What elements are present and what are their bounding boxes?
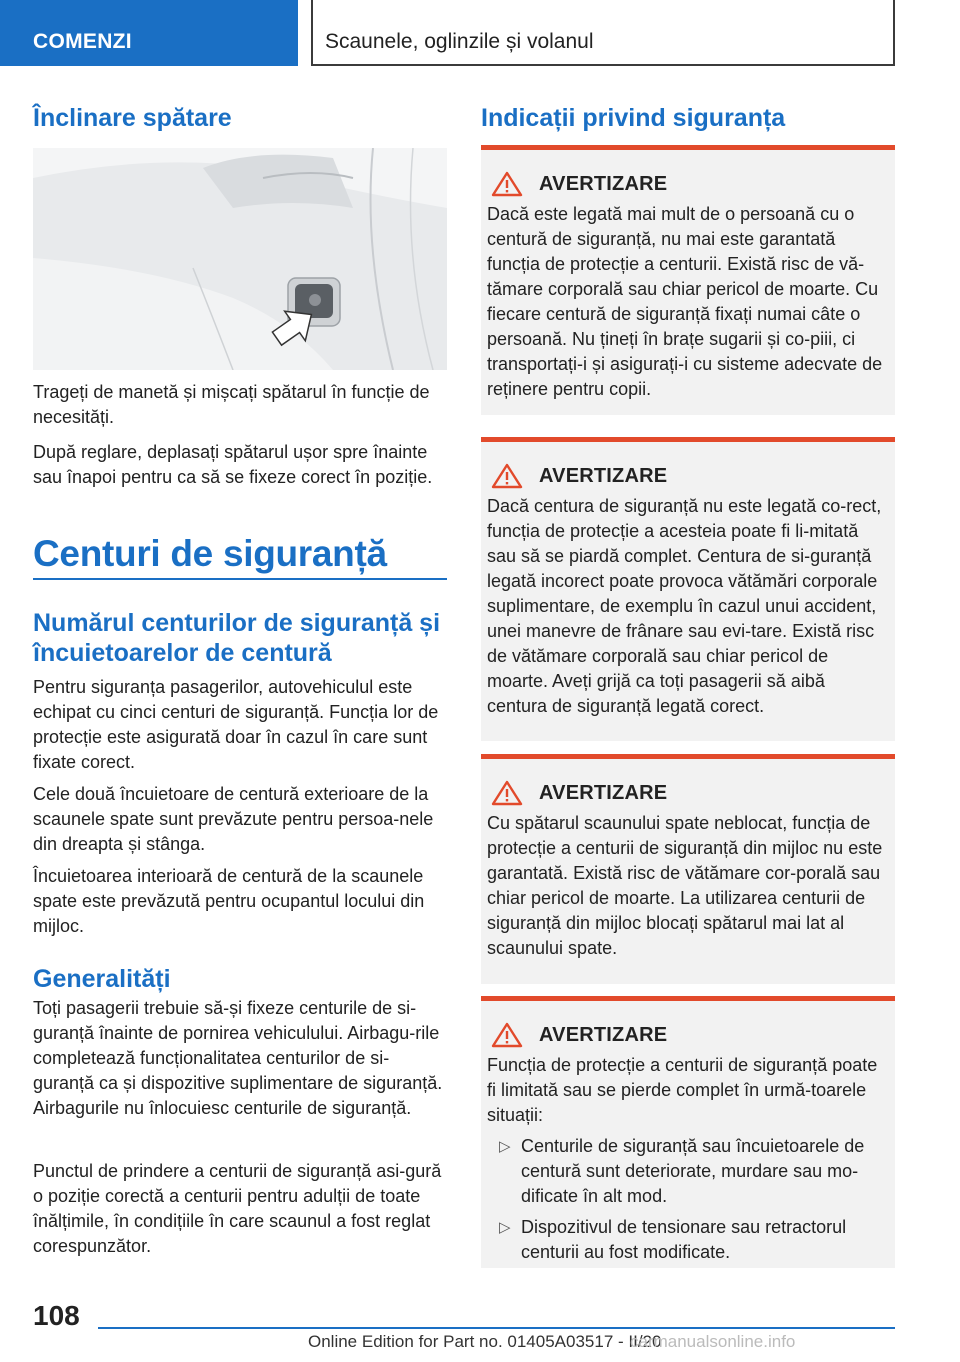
warning-text: Dacă centura de siguranță nu este legată co-rect, funcția de protecție a acesteia poate fi li-mitată sau să se piardă complet. Centura de si-guranță legată incorect poate provoca vătămări corporale suplimentare, de exemplu în cazul unui accident, unei manevre de frânare sau evi-tare. Există risc de vătămare corporală sau chiar pericol de moarte. Aveți grijă ca toți pasagerii să aibă centura de siguranță legată corect. [487, 496, 882, 716]
backrest-lever-image [33, 148, 447, 370]
belt-count-heading: Numărul centurilor de siguranță și încuietoarelor de centură [33, 609, 441, 667]
warning-text: Cu spătarul scaunului spate neblocat, funcția de protecție a centurii de siguranță din mijloc nu este garantată. Există risc de vătămare cor-porală sau chiar pericol de moarte. La utilizarea centurii de siguranță din mijloc blocați spătarul mai lat al scaunului spate. [487, 813, 883, 958]
warning-triangle-icon [491, 1022, 523, 1048]
belt-count-paragraph-2: Cele două încuietoare de centură exterioare de la scaunele spate sunt prevăzute pentru persoa-nele din dreapta și stânga. [33, 784, 434, 854]
list-item-text: Dispozitivul de tensionare sau retractorul centurii au fost modificate. [521, 1217, 847, 1262]
bullet-triangle-icon: ▷ [499, 1138, 511, 1155]
incline-paragraph-2: După reglare, deplasați spătarul ușor spre înainte sau înapoi pentru ca să se fixeze corect în poziție. [33, 442, 433, 487]
general-heading: Generalități [33, 965, 171, 993]
warning-triangle-icon [491, 780, 523, 806]
chapter-title: Scaunele, oglinzile și volanul [325, 30, 594, 53]
header-divider [893, 0, 895, 66]
safety-heading: Indicații privind siguranța [481, 104, 786, 132]
header-divider [311, 0, 313, 66]
heading-rule [33, 578, 447, 580]
list-item [487, 1134, 887, 1209]
general-paragraph-2: Punctul de prindere a centurii de siguranță asi-gură o poziție corectă a centurii pentru adulții de toate înălțimile, în condițiile în care scaunul a fost reglat corespunzător. [33, 1161, 442, 1256]
incline-paragraph-1: Trageți de manetă și mișcați spătarul în funcție de necesități. [33, 382, 430, 427]
warning-box [481, 754, 895, 984]
warning-triangle-icon [491, 171, 523, 197]
page-number: 108 [33, 1300, 80, 1331]
footer-rule [98, 1327, 895, 1329]
warning-title: AVERTIZARE [539, 172, 668, 195]
warning-title: AVERTIZARE [539, 1023, 668, 1046]
belt-count-paragraph-3: Încuietoarea interioară de centură de la scaunele spate este prevăzută pentru ocupantul locului din mijloc. [33, 866, 425, 936]
belts-heading: Centuri de siguranță [33, 533, 387, 574]
belt-count-paragraph-1: Pentru siguranța pasagerilor, autovehiculul este echipat cu cinci centuri de siguranță. Funcția lor de protecție este asigurată doar în cazul în care sunt fixate corect. [33, 677, 439, 772]
warning-title: AVERTIZARE [539, 464, 668, 487]
section-tab: COMENZI [0, 0, 298, 66]
list-item [487, 1215, 887, 1265]
watermark: carmanualsonline.info [630, 1332, 796, 1351]
warning-box [481, 996, 895, 1268]
warning-title: AVERTIZARE [539, 781, 668, 804]
warning-text: Funcția de protecție a centurii de siguranță poate fi limitată sau se pierde complet în urmă-toarele situații: [487, 1055, 878, 1125]
incline-heading: Înclinare spătare [33, 104, 232, 132]
bullet-triangle-icon: ▷ [499, 1219, 511, 1236]
warning-box [481, 145, 895, 415]
warning-box [481, 437, 895, 741]
general-paragraph-1: Toți pasagerii trebuie să-și fixeze centurile de si-guranță înainte de pornirea vehiculului. Airbagu-rile completează funcționalitatea centurilor de si-guranță ca și dispozitive suplimentare de siguranță. Airbagurile nu înlocuiesc centurile de siguranță. [33, 998, 443, 1118]
list-item-text: Centurile de siguranță sau încuietoarele de centură sunt deteriorate, murdare sau mo-dificate în alt mod. [521, 1136, 865, 1206]
edition-note: Online Edition for Part no. 01405A03517 - II/20 [308, 1332, 662, 1351]
seat-lever-illustration [33, 148, 447, 370]
header-underline [311, 64, 895, 66]
warning-triangle-icon [491, 463, 523, 489]
warning-text: Dacă este legată mai mult de o persoană cu o centură de siguranță, nu mai este garantată funcția de protecție a centurii. Există risc de vă-tămare corporală sau chiar pericol de moarte. Cu fiecare centură de siguranță fixați numai câte o persoană. Nu țineți în brațe sugarii și co-piii, ci transportați-i și asigurați-i cu sisteme adecvate de reținere pentru copii. [487, 204, 883, 399]
